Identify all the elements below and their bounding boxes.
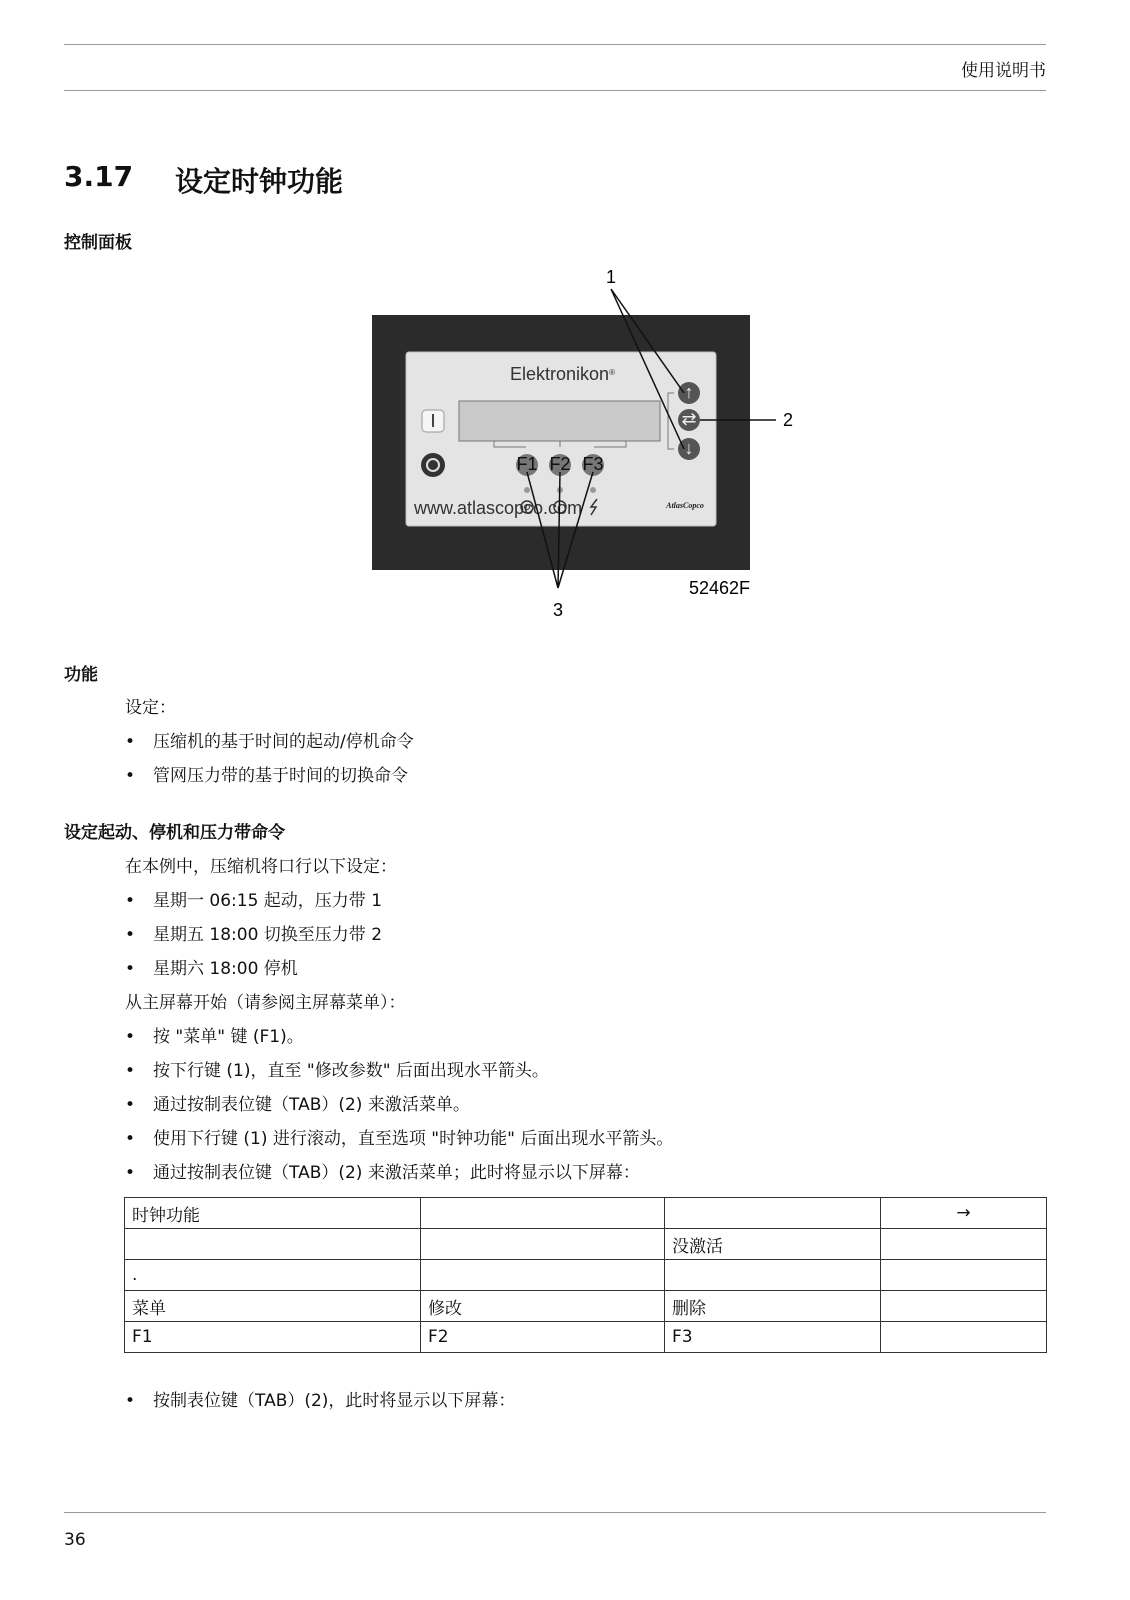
table-cell (421, 1198, 665, 1229)
table-cell (881, 1229, 1047, 1260)
f3-key-label: F3 (582, 454, 604, 474)
list-item: • 星期五 18:00 切换至压力带 2 (125, 925, 383, 945)
led-icon (590, 487, 596, 493)
commands-intro: 在本例中，压缩机将口行以下设定： (125, 857, 397, 877)
callout-3: 3 (552, 600, 564, 620)
control-panel-figure (0, 0, 1130, 640)
table-cell: 删除 (665, 1291, 881, 1322)
callout-2: 2 (782, 410, 794, 430)
table-cell (421, 1229, 665, 1260)
table-row (125, 1291, 1047, 1322)
table-cell: . (125, 1260, 421, 1291)
start-symbol: I (430, 411, 436, 431)
svg-text:⇄: ⇄ (681, 409, 697, 429)
table-cell: 时钟功能 (125, 1198, 421, 1229)
list-item: • 压缩机的基于时间的起动/停机命令 (125, 732, 414, 752)
section-title: 设定时钟功能 (175, 165, 344, 198)
footer-rule (64, 1512, 1046, 1513)
atlascopco-logo: AtlasCopco (666, 501, 704, 510)
svg-text:↓: ↓ (684, 438, 694, 458)
list-item: • 星期一 06:15 起动，压力带 1 (125, 891, 383, 911)
list-item: • 使用下行键 (1) 进行滚动，直至选项 "时钟功能" 后面出现水平箭头。 (125, 1129, 674, 1149)
list-item: • 星期六 18:00 停机 (125, 959, 298, 979)
page-number: 36 (64, 1530, 86, 1550)
f1-key-label: F1 (516, 454, 538, 474)
list-item: • 按下行键 (1)，直至 "修改参数" 后面出现水平箭头。 (125, 1061, 549, 1081)
figure-id: 52462F (688, 578, 750, 598)
stop-button-icon (421, 453, 445, 477)
brand-text: Elektronikon® (510, 364, 615, 384)
display-screen-table (124, 1197, 1047, 1353)
website-url: www.atlascopco.com (414, 498, 583, 518)
control-panel-heading: 控制面板 (64, 233, 132, 253)
f2-key-label: F2 (549, 454, 571, 474)
table-cell (881, 1322, 1047, 1353)
table-cell (421, 1260, 665, 1291)
table-cell (665, 1198, 881, 1229)
table-cell (881, 1291, 1047, 1322)
list-item: • 管网压力带的基于时间的切换命令 (125, 766, 408, 786)
list-item: • 按制表位键（TAB）(2)，此时将显示以下屏幕： (125, 1391, 516, 1411)
section-number: 3.17 (64, 160, 134, 193)
start-from-main-screen: 从主屏幕开始（请参阅主屏幕菜单）： (125, 993, 406, 1013)
table-row (125, 1229, 1047, 1260)
table-cell: 菜单 (125, 1291, 421, 1322)
function-intro: 设定： (125, 698, 176, 718)
list-item: • 通过按制表位键（TAB）(2) 来激活菜单；此时将显示以下屏幕： (125, 1163, 640, 1183)
commands-heading: 设定起动、停机和压力带命令 (64, 823, 285, 843)
table-row (125, 1322, 1047, 1353)
table-row (125, 1260, 1047, 1291)
table-cell: F3 (665, 1322, 881, 1353)
function-heading: 功能 (64, 665, 98, 685)
list-item: • 通过按制表位键（TAB）(2) 来激活菜单。 (125, 1095, 470, 1115)
table-cell: 没激活 (665, 1229, 881, 1260)
table-cell (125, 1229, 421, 1260)
document-label: 使用说明书 (961, 61, 1046, 81)
table-cell: F2 (421, 1322, 665, 1353)
table-cell (665, 1260, 881, 1291)
display-screen (459, 401, 660, 441)
table-cell: F1 (125, 1322, 421, 1353)
table-cell: 修改 (421, 1291, 665, 1322)
table-cell (881, 1260, 1047, 1291)
callout-1: 1 (605, 267, 617, 287)
led-icon (524, 487, 530, 493)
table-row (125, 1198, 1047, 1229)
list-item: • 按 "菜单" 键 (F1)。 (125, 1027, 304, 1047)
svg-text:↑: ↑ (684, 382, 694, 402)
right-arrow-icon: → (881, 1198, 1047, 1229)
